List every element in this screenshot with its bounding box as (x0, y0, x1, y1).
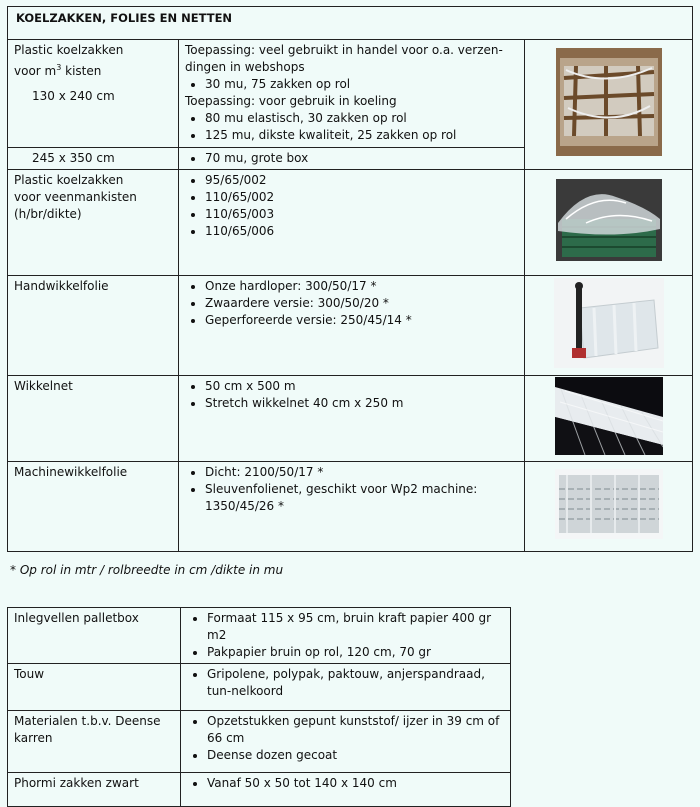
row-desc-phormi (181, 773, 511, 807)
row-desc-245x350 (179, 148, 525, 170)
list-item: • 125 mu, dikste kwaliteit, 25 zakken op rol (205, 127, 518, 144)
application-list-2 (185, 110, 518, 144)
photo-cell-koelzakken-crates (525, 40, 693, 170)
list-item: • Stretch wikkelnet 40 cm x 250 m (205, 395, 518, 412)
list-item: • Opzetstukken gepunt kunststof/ ijzer in 39 cm of 66 cm (207, 713, 504, 747)
row-desc-koelzakken-m3 (179, 40, 525, 148)
list-item: • Formaat 115 x 95 cm, bruin kraft papier 400 gr m2 (207, 610, 504, 644)
row-label-deense-karren: Materialen t.b.v. Deense karren (8, 711, 181, 773)
row-label-koelzakken-m3: Plastic koelzakken voor $m^3$ kisten 130 x 240 cm (8, 40, 179, 148)
list-item: • Geperforeerde versie: 250/45/14 * (205, 312, 518, 329)
row-desc-veenmankisten (179, 170, 525, 276)
hand-wrap-film-photo (554, 278, 664, 368)
other-products-table (7, 607, 511, 807)
list-item: • 110/65/003 (205, 206, 518, 223)
row-desc-machinewikkelfolie (179, 462, 525, 552)
row-label-touw: Touw (8, 664, 181, 711)
row-desc-handwikkelfolie (179, 276, 525, 376)
row-desc-touw (181, 664, 511, 711)
row-label-inlegvellen: Inlegvellen palletbox (8, 608, 181, 664)
list-item: • Sleuvenfolienet, geschikt voor Wp2 machine: 1350/45/26 * (205, 481, 518, 515)
list-item: • 30 mu, 75 zakken op rol (205, 76, 518, 93)
list-item: • 50 cm x 500 m (205, 378, 518, 395)
photo-cell-veenmankisten (525, 170, 693, 276)
list-item: • 110/65/006 (205, 223, 518, 240)
row-label-245x350: 245 x 350 cm (8, 148, 179, 170)
row-label-phormi: Phormi zakken zwart (8, 773, 181, 807)
crate-bags-photo (556, 48, 662, 156)
veenman-crate-photo (556, 179, 662, 261)
list-item: • Onze hardloper: 300/50/17 * (205, 278, 518, 295)
list-item: • Zwaardere versie: 300/50/20 * (205, 295, 518, 312)
list-item: • Pakpapier bruin op rol, 120 cm, 70 gr (207, 644, 504, 661)
list-item: • 80 mu elastisch, 30 zakken op rol (205, 110, 518, 127)
row-desc-wikkelnet (179, 376, 525, 462)
list-item: • 95/65/002 (205, 172, 518, 189)
row-desc-deense-karren (181, 711, 511, 773)
wrap-net-photo (555, 377, 663, 455)
application-text-1: Toepassing: veel gebruikt in handel voor o.a. verzen-dingen in webshops (185, 43, 503, 74)
list-item: • 110/65/002 (205, 189, 518, 206)
products-table (7, 6, 693, 552)
table-title: KOELZAKKEN, FOLIES EN NETTEN (8, 7, 693, 40)
photo-cell-handwikkelfolie (525, 276, 693, 376)
row-desc-inlegvellen (181, 608, 511, 664)
footnote: * Op rol in mtr / rolbreedte in cm /dikte in mu (10, 563, 284, 577)
application-list-1 (185, 76, 518, 93)
machine-wrap-film-photo (555, 469, 663, 539)
row-label-wikkelnet: Wikkelnet (8, 376, 179, 462)
list-item: • Deense dozen gecoat (207, 747, 504, 764)
size-130x240: 130 x 240 cm (32, 89, 115, 103)
row-label-handwikkelfolie: Handwikkelfolie (8, 276, 179, 376)
list-item: • Gripolene, polypak, paktouw, anjerspandraad, tun-nelkoord (207, 666, 504, 700)
list-item: • Dicht: 2100/50/17 * (205, 464, 518, 481)
photo-cell-wikkelnet (525, 376, 693, 462)
row-label-veenmankisten: Plastic koelzakken voor veenmankisten (h/br/dikte) (8, 170, 179, 276)
application-text-2: Toepassing: voor gebruik in koeling (185, 94, 397, 108)
photo-cell-machinewikkelfolie (525, 462, 693, 552)
list-item: • 70 mu, grote box (205, 150, 518, 167)
row-label-machinewikkelfolie: Machinewikkelfolie (8, 462, 179, 552)
list-item: • Vanaf 50 x 50 tot 140 x 140 cm (207, 775, 504, 792)
